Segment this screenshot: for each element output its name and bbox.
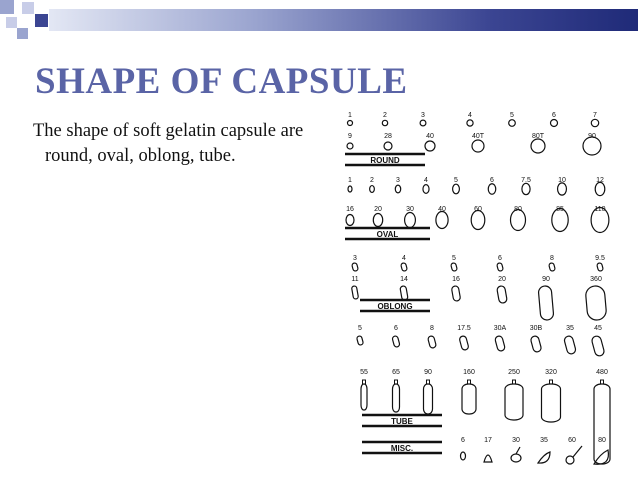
oblong-capsule-shape — [591, 335, 605, 357]
tube-capsule-shape — [594, 384, 610, 464]
size-label: 16 — [452, 276, 460, 283]
slide-body-text: The shape of soft gelatin capsule are round, oval, oblong, tube. — [33, 121, 304, 166]
size-label: 360 — [590, 276, 602, 283]
size-label: 60 — [474, 206, 482, 213]
misc-leaf-shape — [538, 452, 550, 463]
size-label: 80T — [531, 133, 545, 140]
oval-capsule-shape — [453, 184, 460, 194]
size-label: 30B — [529, 325, 543, 332]
size-label: 55 — [360, 369, 368, 376]
size-label: 4 — [468, 112, 472, 119]
size-label: 1 — [348, 112, 352, 119]
size-label: 4 — [424, 177, 428, 184]
round-capsule-shape — [472, 140, 484, 152]
tube-capsule-shape — [393, 384, 400, 412]
oblong-capsule-shape — [597, 262, 604, 271]
size-label: 7 — [593, 112, 597, 119]
oval-capsule-shape — [405, 213, 416, 228]
corner-square — [6, 17, 17, 28]
section-label: MISC. — [390, 444, 414, 453]
size-label: 30A — [493, 325, 507, 332]
tube-capsule-shape — [424, 384, 433, 414]
oblong-capsule-shape — [585, 285, 607, 321]
size-label: 1 — [348, 177, 352, 184]
size-label: 5 — [510, 112, 514, 119]
size-label: 90 — [424, 369, 432, 376]
size-label: 250 — [508, 369, 520, 376]
oval-capsule-shape — [471, 211, 485, 230]
oblong-capsule-shape — [549, 262, 556, 271]
capsule-shape-chart — [330, 108, 625, 474]
section-label: ROUND — [370, 156, 400, 165]
size-label: 7.5 — [521, 177, 531, 184]
oblong-capsule-shape — [351, 286, 358, 300]
oval-capsule-shape — [461, 452, 466, 460]
size-label: 5 — [452, 255, 456, 262]
size-label: 2 — [370, 177, 374, 184]
size-label: 80 — [598, 437, 606, 444]
size-label: 110 — [594, 206, 606, 213]
size-label: 40 — [426, 133, 434, 140]
tube-capsule-shape — [361, 384, 367, 410]
section-label: OBLONG — [377, 302, 413, 311]
size-label: 35 — [566, 325, 574, 332]
size-label: 160 — [463, 369, 475, 376]
tube-capsule-shape — [505, 384, 523, 420]
oval-capsule-shape — [370, 186, 375, 193]
oblong-capsule-shape — [530, 335, 542, 353]
oblong-capsule-shape — [427, 335, 436, 348]
tube-capsule-shape — [542, 384, 561, 422]
size-label: 90 — [542, 276, 550, 283]
oval-capsule-shape — [348, 186, 352, 192]
oval-capsule-shape — [566, 456, 574, 464]
size-label: 40 — [438, 206, 446, 213]
oblong-capsule-shape — [497, 285, 508, 303]
size-label: 11 — [351, 276, 359, 283]
size-label: 20 — [498, 276, 506, 283]
round-capsule-shape — [382, 120, 387, 125]
size-label: 80 — [514, 206, 522, 213]
round-capsule-shape — [509, 120, 516, 127]
slide-title: SHAPE OF CAPSULE — [35, 61, 408, 102]
size-label: 85 — [556, 206, 564, 213]
section-label: OVAL — [376, 230, 399, 239]
round-capsule-shape — [384, 142, 392, 150]
round-capsule-shape — [348, 121, 353, 126]
oval-capsule-shape — [436, 212, 448, 229]
oblong-capsule-shape — [451, 262, 458, 271]
size-label: 3 — [353, 255, 357, 262]
size-label: 6 — [461, 437, 465, 444]
section-label: TUBE — [391, 417, 413, 426]
size-label: 28 — [384, 133, 392, 140]
size-label: 5 — [358, 325, 362, 332]
oval-capsule-shape — [346, 215, 354, 226]
misc-stem-shape — [516, 447, 520, 454]
oval-capsule-shape — [373, 214, 382, 227]
oblong-capsule-shape — [459, 335, 469, 350]
oblong-capsule-shape — [451, 286, 460, 302]
round-capsule-shape — [347, 143, 353, 149]
size-label: 9.5 — [595, 255, 605, 262]
misc-teardrop-shape — [484, 455, 492, 462]
oval-capsule-shape — [522, 183, 530, 194]
oblong-capsule-shape — [564, 335, 577, 355]
size-label: 480 — [596, 369, 608, 376]
size-label: 6 — [498, 255, 502, 262]
oval-capsule-shape — [595, 182, 605, 195]
size-label: 320 — [545, 369, 557, 376]
size-label: 30 — [512, 437, 520, 444]
round-capsule-shape — [591, 119, 598, 126]
size-label: 14 — [400, 276, 408, 283]
size-label: 60 — [568, 437, 576, 444]
oblong-capsule-shape — [497, 262, 504, 271]
size-label: 45 — [594, 325, 602, 332]
oblong-capsule-shape — [494, 335, 505, 351]
size-label: 6 — [394, 325, 398, 332]
size-label: 4 — [402, 255, 406, 262]
size-label: 12 — [596, 177, 604, 184]
misc-stem-shape — [573, 446, 582, 457]
round-capsule-shape — [531, 139, 545, 153]
size-label: 20 — [374, 206, 382, 213]
size-label: 30 — [406, 206, 414, 213]
oblong-capsule-shape — [352, 262, 359, 271]
size-label: 6 — [552, 112, 556, 119]
header-gradient-bar — [49, 9, 638, 31]
size-label: 3 — [396, 177, 400, 184]
size-label: 40T — [471, 133, 485, 140]
size-label: 9 — [348, 133, 352, 140]
size-label: 5 — [454, 177, 458, 184]
corner-square — [0, 0, 14, 14]
size-label: 8 — [550, 255, 554, 262]
round-capsule-shape — [467, 120, 473, 126]
oval-capsule-shape — [488, 184, 496, 195]
oblong-capsule-shape — [401, 262, 408, 271]
size-label: 8 — [430, 325, 434, 332]
oval-capsule-shape — [558, 183, 567, 195]
corner-square — [22, 2, 34, 14]
oblong-capsule-shape — [392, 335, 400, 347]
size-label: 2 — [383, 112, 387, 119]
round-capsule-shape — [425, 141, 435, 151]
oval-capsule-shape — [395, 185, 400, 193]
size-label: 65 — [392, 369, 400, 376]
corner-square — [17, 28, 28, 39]
size-label: 3 — [421, 112, 425, 119]
size-label: 10 — [558, 177, 566, 184]
size-label: 35 — [540, 437, 548, 444]
oval-capsule-shape — [423, 185, 429, 194]
corner-square — [35, 14, 48, 27]
size-label: 17 — [484, 437, 492, 444]
oblong-capsule-shape — [400, 286, 408, 301]
size-label: 90 — [588, 133, 596, 140]
oblong-capsule-shape — [538, 285, 554, 320]
round-capsule-shape — [551, 120, 558, 127]
round-capsule-shape — [420, 120, 426, 126]
oblong-capsule-shape — [356, 336, 363, 346]
oval-capsule-shape — [511, 454, 521, 462]
size-label: 6 — [490, 177, 494, 184]
tube-capsule-shape — [462, 384, 476, 414]
size-label: 16 — [346, 206, 354, 213]
size-label: 17.5 — [457, 325, 471, 332]
